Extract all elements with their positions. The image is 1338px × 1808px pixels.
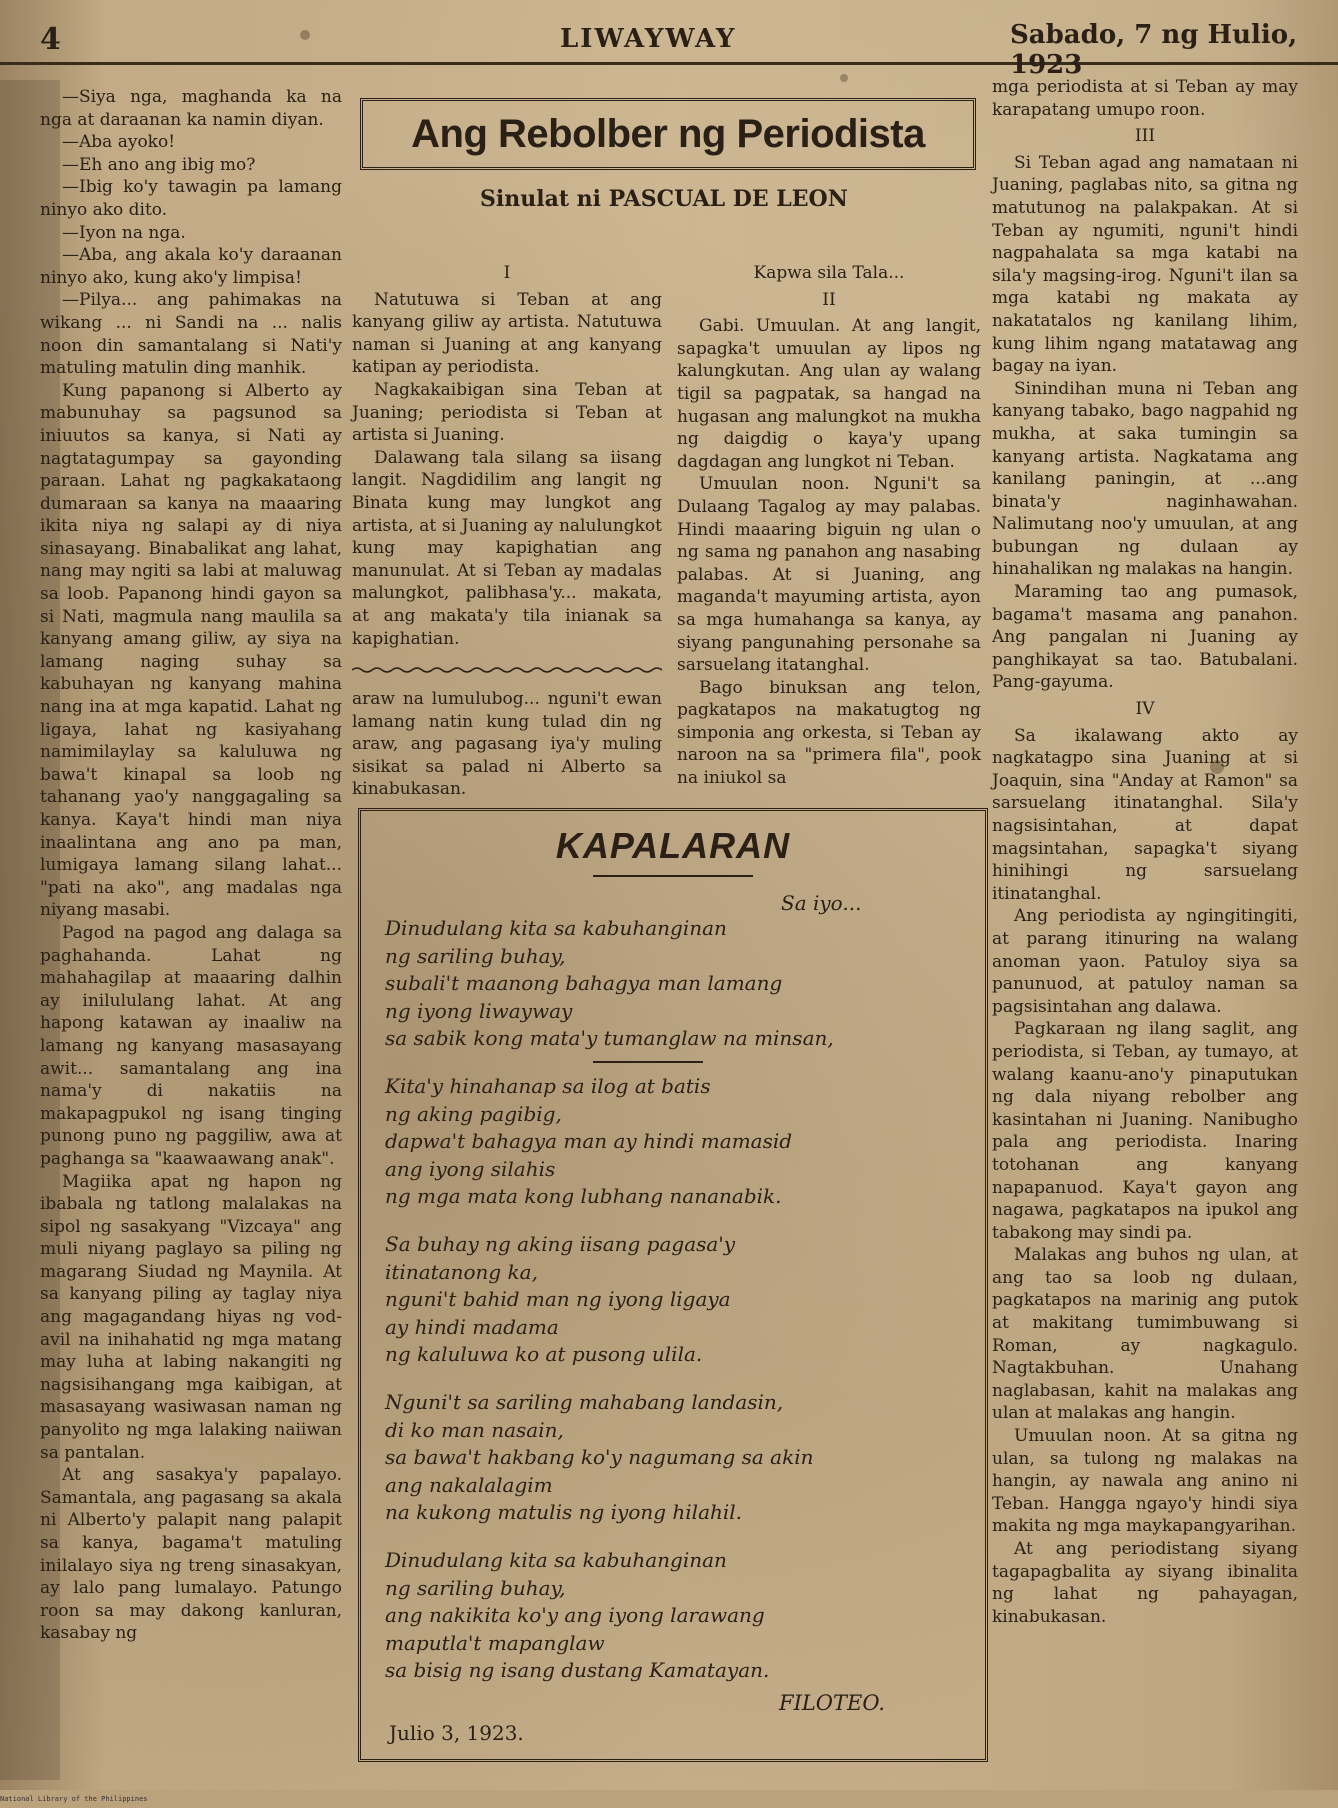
page-header xyxy=(0,18,1338,80)
poem-stanza xyxy=(385,1547,965,1685)
poem-line: na kukong matulis ng iyong hilahil. xyxy=(385,1500,743,1524)
poem-line: Dinudulang kita sa kabuhanginan xyxy=(385,1548,727,1572)
paragraph: —Aba ayoko! xyxy=(62,132,176,153)
masthead: LIWAYWAY xyxy=(560,24,737,54)
paragraph: Pagod na pagod ang dalaga sa paghahanda. Lahat ng mahahagilap at maaaring dalhin ay inilululang lahat. At ang hapong katawan ay inaaliw na lamang ng kanyang masasayang awit... samantalang ang ina nama'y di nakatiis na makapagpukol ng isang tinging punong puno ng paggiliw, awa at paghanga sa "kaawaawang anak". xyxy=(40,922,342,1169)
column-2-story-part-1 xyxy=(352,258,662,650)
paragraph: Nagkakaibigan sina Teban at Juaning; periodista si Teban at artista si Juaning. xyxy=(352,379,662,446)
poem-line: Kita'y hinahanap sa ilog at batis xyxy=(385,1074,711,1098)
poem-line: sa sabik kong mata'y tumanglaw na minsan, xyxy=(385,1026,834,1050)
paragraph: Dalawang tala silang sa iisang langit. Nagdidilim ang langit ng Binata kung may lungkot ang artista, at si Juaning ay nalulungkot kung may kapighatian ang manunulat. At si Teban ay madalas malungkot, palibhasa'y... makata, at ang makata'y tila inianak sa kapighatian. xyxy=(352,447,662,649)
page-number: 4 xyxy=(40,22,61,57)
poem-line: Dinudulang kita sa kabuhanginan xyxy=(385,916,727,940)
poem-line: sa bisig ng isang dustang Kamatayan. xyxy=(385,1658,770,1682)
poem-date: Julio 3, 1923. xyxy=(389,1721,524,1745)
poem-line: ng aking pagibig, xyxy=(385,1101,562,1126)
paragraph: Gabi. Umuulan. At ang langit, sapagka't umuulan ay lipos ng kalungkutan. Ang ulan ay walang tigil sa pagpatak, sa hangad na hugasan ang malungkot na mukha ng daigdig o kaya'y upang dagdagan ang lungkot ni Teban. xyxy=(677,316,981,472)
poem-dedication: Sa iyo... xyxy=(781,891,862,915)
column-1-serial-story xyxy=(40,86,342,1645)
paragraph: —Aba, ang akala ko'y daraanan ninyo ako, kung ako'y limpisa! xyxy=(40,245,342,288)
ink-spot xyxy=(1210,760,1224,774)
poem-stanza xyxy=(385,1389,965,1527)
section-number: III xyxy=(1134,126,1156,147)
divider xyxy=(593,1061,703,1063)
library-credit: National Library of the Philippines xyxy=(0,1795,148,1803)
paragraph: Umuulan noon. At sa gitna ng ulan, sa tulong ng malakas na hangin, ay nawala ang anino ni Teban. Hangga ngayo'y hindi siya makita ng mga maykapangyarihan. xyxy=(992,1426,1298,1537)
poem-line: nguni't bahid man ng iyong ligaya xyxy=(385,1287,731,1311)
paragraph: Si Teban agad ang namataan ni Juaning, paglabas nito, sa gitna ng matutunog na palakpakan. At si Teban ay ngumiti, nguni't hindi nagpahalata sa mga katabi na sila'y magsing-irog. Nguni't ilan sa mga katabi ng makata ay nakatatalos ng kanilang lihim, kung lihim ngang matatawag ang bagay na iyan. xyxy=(992,152,1298,377)
paragraph: —Siya nga, maghanda ka na nga at daraanan ka namin diyan. xyxy=(40,87,342,130)
section-number: II xyxy=(822,289,836,310)
paragraph: —Eh ano ang ibig mo? xyxy=(62,154,256,175)
poem-line: Sa buhay ng aking iisang pagasa'y xyxy=(385,1232,736,1256)
paragraph: —Iyon na nga. xyxy=(62,222,186,243)
poem-line: ang nakalalagim xyxy=(385,1472,553,1497)
paragraph: —Ibig ko'y tawagin pa lamang ninyo ako dito. xyxy=(40,177,342,220)
column-3-story-part-2 xyxy=(677,258,981,790)
paragraph: At ang periodistang siyang tagapagbalita ay siyang ibinalita ng lahat ng pahayagan, kinabukasan. xyxy=(992,1539,1298,1627)
ink-spot xyxy=(840,74,848,82)
paragraph: araw na lumulubog... nguni't ewan lamang natin kung tulad din ng araw, ang pagasang iya'y muling sisikat sa palad ni Alberto sa kinabukasan. xyxy=(352,689,662,800)
paragraph: Ang periodista ay ngingitingiti, at parang itinuring na walang anoman yaon. Patuloy siya sa panunuod, at patuloy naman sa pagsisintahan ang dalawa. xyxy=(992,906,1298,1017)
poem-box xyxy=(358,808,988,1762)
poem-line: ng iyong liwayway xyxy=(385,998,573,1023)
paragraph: Kung papanong si Alberto ay mabunuhay sa pagsunod sa iniuutos sa kanya, si Nati ay nagtatagumpay sa gayonding paraan. Lahat ng pagkakataong dumaraan sa kanya na maaaring ikita niya ng salapi ay di niya sinasayang. Binabalikat ang lahat, nang may ngiti sa labi at maluwag sa loob. Papanong hindi gayon sa si Nati, magmula nang maulila sa kanyang amang giliw, ay siya na lamang naging suhay sa kabuhayan ng kanyang mahina nang ina at mga kapatid. Lahat ng ligaya, lahat ng kasiyahang namimilaylay sa kaluluwa ng bawa't kinapal sa loob ng tahanang yao'y nanggagaling sa kanya. Kaya't hindi man niya inaalintana ang ano pa man, lumigaya lamang silang lahat... "pati na ako", ang madalas nga niyang masabi. xyxy=(40,380,342,921)
poem-stanza xyxy=(385,1073,965,1211)
poem-line: sa bawa't hakbang ko'y nagumang sa akin xyxy=(385,1445,814,1469)
poem-line: ng sariling buhay, xyxy=(385,943,566,968)
poem-line: Nguni't sa sariling mahabang landasin, xyxy=(385,1390,784,1414)
poem-line: subali't maanong bahagya man lamang xyxy=(385,971,783,995)
section-number: I xyxy=(503,263,511,283)
story-byline: Sinulat ni PASCUAL DE LEON xyxy=(480,186,848,212)
poem-line: ay hindi madama xyxy=(385,1314,559,1339)
poem-line: di ko man nasain, xyxy=(385,1417,564,1442)
story-title: Ang Rebolber ng Periodista xyxy=(411,112,925,156)
poem-line: ng sariling buhay, xyxy=(385,1575,566,1600)
divider xyxy=(593,875,753,877)
column-2-serial-ending xyxy=(352,688,662,801)
section-number: IV xyxy=(1135,699,1155,720)
issue-date: Sabado, 7 ng Hulio, 1923 xyxy=(1010,20,1298,80)
page-shadow xyxy=(0,80,60,1780)
paragraph: Sinindihan muna ni Teban ang kanyang tabako, bago nagpahid ng mukha, at saka tumingin sa kanyang artista. Nagkatama ang kanilang paningin, at ...ang binata'y naginhawahan. Nalimutang noo'y umuulan, at ang bubungan ng dulaan ay hinahalikan ng malakas na hangin. xyxy=(992,378,1298,580)
section-end-line: Kapwa sila Tala... xyxy=(753,263,905,283)
paragraph: Bago binuksan ang telon, pagkatapos na makatugtog ng simponia ang orkesta, si Teban ay naroon na sa "primera fila", pook na iniukol sa xyxy=(677,677,981,789)
paragraph: Pagkaraan ng ilang saglit, ang periodista, si Teban, ay tumayo, at walang kaanu-ano'y pinaputukan ng dala niyang rebolber ang kasintahan ni Juaning. Nanibugho pala ang periodista. Inaring totohanan ang kanyang napapanuod. Kaya't gayon ang nagawa, pagkatapos na ipukol ang tabakong may sindi pa. xyxy=(992,1019,1298,1243)
poem-line: ang iyong silahis xyxy=(385,1156,556,1181)
poem-line: dapwa't bahagya man ay hindi mamasid xyxy=(385,1129,793,1153)
paragraph: Maraming tao ang pumasok, bagama't masama ang panahon. Ang pangalan ni Juaning ay panghikayat sa tao. Batubalani. Pang-gayuma. xyxy=(992,582,1298,693)
paragraph: mga periodista at si Teban ay may karapatang umupo roon. xyxy=(992,77,1298,120)
poem-line: ng mga mata kong lubhang nananabik. xyxy=(385,1184,782,1208)
poem-author: FILOTEO. xyxy=(779,1691,886,1715)
paragraph: Magiika apat ng hapon ng ibabala ng tatlong malalakas na sipol ng sasakyang "Vizcaya" ang muli niyang paglayo sa piling ng magarang Siudad ng Maynila. At sa kanyang piling ay taglay niya ang magagandang hiyas ng vod-avil na inihahatid ng mga matang may luha at labing nakangiti ng nagsisihangang mga kaibigan, at masasayang wasiwasan naman ng panyolito ng mga lalaking naiiwan sa pantalan. xyxy=(40,1171,342,1463)
story-title-box xyxy=(360,98,976,170)
poem-stanza xyxy=(385,1231,965,1369)
paragraph: Umuulan noon. Nguni't sa Dulaang Tagalog ay may palabas. Hindi maaaring biguin ng ulan o ng sama ng panahon ang nasabing palabas. At si Juaning, ang maganda't mayuming artista, ayon sa mga humahanga sa kanya, ay siyang pangunahing personahe sa sarsuelang itatanghal. xyxy=(677,474,981,676)
paragraph: Sa ikalawang akto ay nagkatagpo sina Juaning at si Joaquin, sina "Anday at Ramon" sa sarsuelang itinatanghal. Sila'y nagsisintahan, at dapat magsintahan, sapagka't siyang hinihingi ng sarsuelang itinatanghal. xyxy=(992,725,1298,904)
poem-line: maputla't mapanglaw xyxy=(385,1630,605,1655)
paragraph: Natutuwa si Teban at ang kanyang giliw ay artista. Natutuwa naman si Juaning at ang kanyang katipan ay periodista. xyxy=(352,289,662,378)
poem-title: KAPALARAN xyxy=(555,825,791,866)
ink-spot xyxy=(300,30,310,40)
poem-stanza xyxy=(385,915,965,1053)
poem-line: ang nakikita ko'y ang iyong larawang xyxy=(385,1603,765,1627)
poem-line: itinatanong ka, xyxy=(385,1259,538,1284)
paragraph: Malakas ang buhos ng ulan, at ang tao sa loob ng dulaan, pagkatapos na marinig ang putok at makitang tumimbuwang si Roman, ay nagkagulo. Nagtakbuhan. Unahang naglabasan, kahit na malakas ang ulan at malakas ang hangin. xyxy=(992,1245,1298,1424)
paragraph: —Pilya... ang pahimakas na wikang ... ni Sandi na ... nalis noon din samantalang si Nati'y matuling matulin ding manhik. xyxy=(40,290,342,379)
paragraph: At ang sasakya'y papalayo. Samantala, ang pagasang sa akala ni Alberto'y palapit nang palapit sa kanya, bagama't matuling inilalayo siya ng treng sinasakyan, ay lalo pang lumalayo. Patungo roon sa may dakong kanluran, kasabay ng xyxy=(40,1465,342,1644)
poem-line: ng kaluluwa ko at pusong ulila. xyxy=(385,1342,703,1366)
wavy-divider xyxy=(352,666,662,674)
column-4-story-parts-3-4 xyxy=(992,76,1298,1628)
